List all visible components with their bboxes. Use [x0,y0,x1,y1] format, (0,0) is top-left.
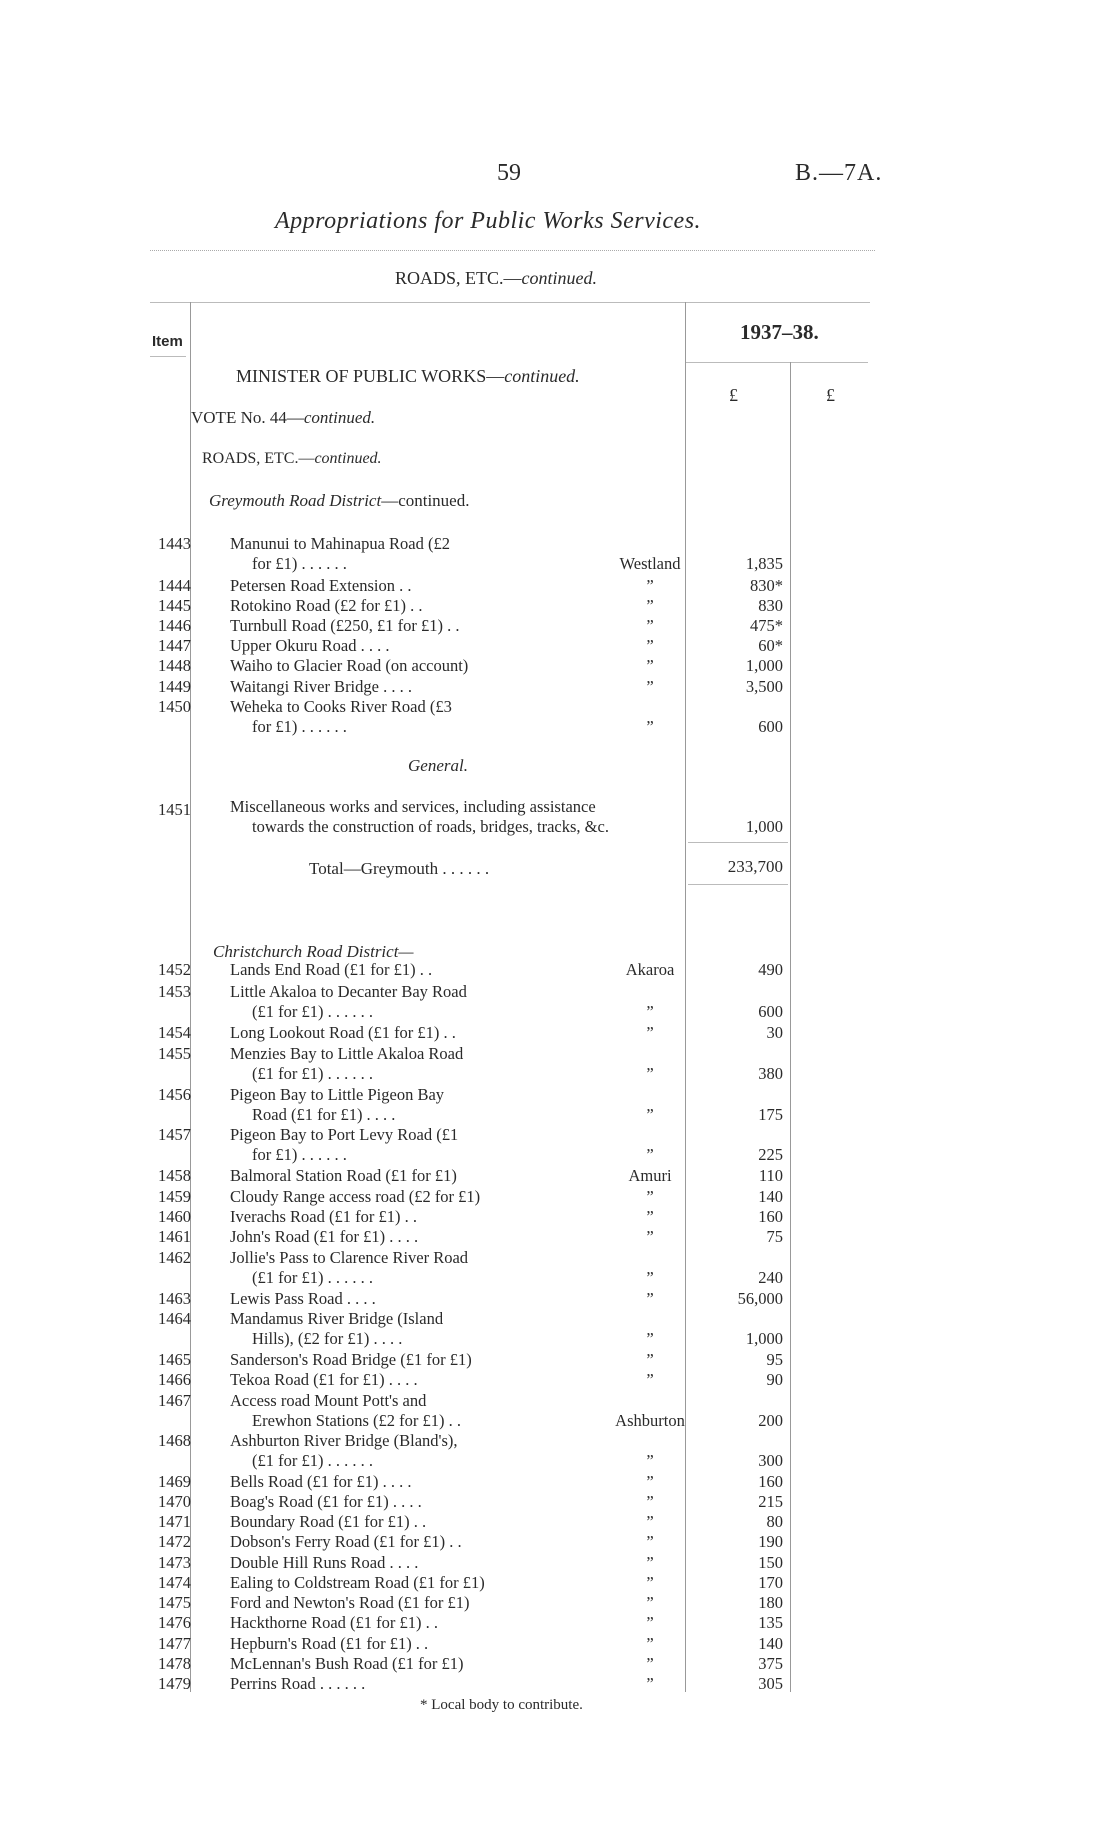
item-number: 1469 [158,1472,191,1491]
greymouth-heading-main: Greymouth Road District [209,491,382,510]
district-name: ” [646,1187,654,1206]
item-description: Menzies Bay to Little Akaloa Road [230,1044,464,1063]
item-number: 1475 [158,1593,191,1612]
item-description: McLennan's Bush Road (£1 for £1) [230,1654,464,1673]
item-description: Jollie's Pass to Clarence River Road [230,1248,469,1267]
roads-heading [202,450,382,468]
item-description: Pigeon Bay to Little Pigeon Bay [230,1085,445,1104]
item-amount: 380 [758,1064,783,1083]
item-description: John's Road (£1 for £1) . . . . [230,1227,419,1246]
item-description-continued: (£1 for £1) . . . . . . [252,1451,373,1470]
item-number: 1443 [158,534,191,553]
general-heading: General. [408,756,468,775]
item-amount: 180 [758,1593,783,1612]
item-description: Perrins Road . . . . . . [230,1674,366,1693]
item-description-continued: for £1) . . . . . . [252,1145,347,1164]
district-name: ” [646,1105,654,1124]
item-description-continued: (£1 for £1) . . . . . . [252,1002,373,1021]
footnote: * Local body to contribute. [420,1697,583,1713]
item-amount: 225 [758,1145,783,1164]
district-name: Westland [619,554,681,573]
item-amount: 190 [758,1532,783,1551]
document-reference: B.—7A. [795,160,883,186]
district-name: ” [646,1613,654,1632]
item-description: Miscellaneous works and services, including assistance [230,797,596,816]
item-amount: 80 [766,1512,783,1531]
district-name: ” [646,1002,654,1021]
item-description: Ashburton River Bridge (Bland's), [230,1431,458,1450]
item-description: Hackthorne Road (£1 for £1) . . [230,1613,439,1632]
total-label: Total—Greymouth . . . . . . [309,859,490,878]
item-description: Upper Okuru Road . . . . [230,636,390,655]
total-amount: 233,700 [727,857,783,876]
district-name: ” [646,1593,654,1612]
item-header-rule [150,356,186,357]
district-name: ” [646,596,654,615]
item-number: 1445 [158,596,191,615]
district-name: ” [646,1350,654,1369]
item-number: 1470 [158,1492,191,1511]
item-number: 1449 [158,677,191,696]
item-number: 1460 [158,1207,191,1226]
item-description: Cloudy Range access road (£2 for £1) [230,1187,481,1206]
item-number: 1476 [158,1613,191,1632]
item-description: Pigeon Bay to Port Levy Road (£1 [230,1125,459,1144]
roads-heading-main: ROADS, ETC.— [202,450,315,467]
item-amount: 160 [758,1207,783,1226]
vote-heading-main: VOTE No. 44— [191,408,304,427]
minister-heading [236,366,580,387]
district-name: Ashburton [615,1411,685,1430]
item-amount: 240 [758,1268,783,1287]
district-name: ” [646,717,654,736]
item-amount: 1,000 [745,1329,783,1348]
item-description: Manunui to Mahinapua Road (£2 [230,534,450,553]
total-bottom-rule [688,884,788,885]
district-name: ” [646,1268,654,1287]
item-number: 1456 [158,1085,191,1104]
district-name: ” [646,1370,654,1389]
district-name: ” [646,1492,654,1511]
item-amount: 140 [758,1634,783,1653]
item-amount: 135 [758,1613,783,1632]
item-description: Mandamus River Bridge (Island [230,1309,444,1328]
item-amount: 305 [758,1674,783,1693]
item-amount: 600 [758,1002,783,1021]
pound-sign-right: £ [826,385,835,405]
item-amount: 375 [758,1654,783,1673]
district-name: ” [646,1207,654,1226]
item-amount: 160 [758,1472,783,1491]
vote-heading [191,408,375,428]
item-number: 1448 [158,656,191,675]
greymouth-district-heading [209,491,469,511]
district-name: ” [646,1553,654,1572]
item-number: 1479 [158,1674,191,1693]
item-number: 1461 [158,1227,191,1246]
item-amount: 95 [766,1350,783,1369]
page-number: 59 [497,160,521,186]
item-description-continued: for £1) . . . . . . [252,554,347,573]
item-description: Tekoa Road (£1 for £1) . . . . [230,1370,418,1389]
item-number: 1450 [158,697,191,716]
item-description: Petersen Road Extension . . [230,576,412,595]
item-amount: 175 [758,1105,783,1124]
item-description: Lands End Road (£1 for £1) . . [230,960,433,979]
total-top-rule [688,842,788,843]
item-amount: 30 [766,1023,783,1042]
greymouth-heading-continued: —continued. [381,491,470,510]
item-number: 1465 [158,1350,191,1369]
item-description: Lewis Pass Road . . . . [230,1289,376,1308]
item-number: 1453 [158,982,191,1001]
item-number: 1474 [158,1573,191,1592]
item-amount: 830* [750,576,783,595]
item-amount: 830 [758,596,783,615]
district-name: ” [646,1023,654,1042]
item-number: 1454 [158,1023,191,1042]
district-name: ” [646,636,654,655]
minister-heading-main: MINISTER OF PUBLIC WORKS— [236,366,505,386]
amount-middle-rule [790,362,791,1692]
district-name: ” [646,1064,654,1083]
minister-heading-continued: continued. [504,366,580,386]
item-amount: 75 [766,1227,783,1246]
item-number: 1444 [158,576,191,595]
subtitle-main: ROADS, ETC.— [395,268,522,288]
item-description: Turnbull Road (£250, £1 for £1) . . [230,616,460,635]
page-title: Appropriations for Public Works Services. [275,208,702,234]
district-name: ” [646,1145,654,1164]
item-number: 1447 [158,636,191,655]
item-amount: 475* [750,616,783,635]
vote-heading-continued: continued. [303,408,376,427]
district-name: ” [646,1573,654,1592]
district-name: ” [646,576,654,595]
item-number: 1463 [158,1289,191,1308]
item-description-continued: Erewhon Stations (£2 for £1) . . [252,1411,461,1430]
item-amount: 150 [758,1553,783,1572]
district-name: ” [646,1329,654,1348]
item-number: 1451 [158,800,191,819]
item-description: Waiho to Glacier Road (on account) [230,656,469,675]
item-number: 1455 [158,1044,191,1063]
district-name: ” [646,1512,654,1531]
item-description: Weheka to Cooks River Road (£3 [230,697,452,716]
item-amount: 1,835 [745,554,783,573]
item-number: 1464 [158,1309,191,1328]
item-description: Waitangi River Bridge . . . . [230,677,412,696]
item-number: 1457 [158,1125,191,1144]
pound-sign-left: £ [729,385,738,405]
item-description: Boundary Road (£1 for £1) . . [230,1512,427,1531]
item-description: Long Lookout Road (£1 for £1) . . [230,1023,456,1042]
item-number: 1477 [158,1634,191,1653]
item-description-continued: for £1) . . . . . . [252,717,347,736]
item-number: 1452 [158,960,191,979]
item-description: Bells Road (£1 for £1) . . . . [230,1472,412,1491]
item-description: Ealing to Coldstream Road (£1 for £1) [230,1573,485,1592]
item-amount: 140 [758,1187,783,1206]
table-top-rule [150,302,870,303]
year-header-rule [685,362,868,363]
item-amount: 56,000 [737,1289,783,1308]
item-column-header: Item [152,333,183,350]
item-amount: 90 [766,1370,783,1389]
item-description: Ford and Newton's Road (£1 for £1) [230,1593,470,1612]
item-description: Access road Mount Pott's and [230,1391,427,1410]
item-amount: 300 [758,1451,783,1470]
christchurch-district-heading: Christchurch Road District— [213,942,414,961]
item-description-continued: (£1 for £1) . . . . . . [252,1268,373,1287]
item-number: 1473 [158,1553,191,1572]
roads-heading-continued: continued. [314,450,382,467]
item-description: Sanderson's Road Bridge (£1 for £1) [230,1350,472,1369]
item-description: Boag's Road (£1 for £1) . . . . [230,1492,422,1511]
item-number: 1466 [158,1370,191,1389]
item-description: Little Akaloa to Decanter Bay Road [230,982,467,1001]
item-amount: 490 [758,960,783,979]
item-number: 1462 [158,1248,191,1267]
item-description: Hepburn's Road (£1 for £1) . . [230,1634,429,1653]
district-name: ” [646,1634,654,1653]
item-amount: 60* [758,636,783,655]
item-description: Double Hill Runs Road . . . . [230,1553,419,1572]
district-name: Akaroa [625,960,675,979]
item-description-continued: Road (£1 for £1) . . . . [252,1105,396,1124]
item-description: Iverachs Road (£1 for £1) . . [230,1207,417,1226]
district-name: ” [646,1654,654,1673]
item-amount: 110 [758,1166,783,1185]
section-subtitle [395,268,597,289]
item-number: 1446 [158,616,191,635]
district-name: ” [646,656,654,675]
district-name: ” [646,1532,654,1551]
item-number: 1472 [158,1532,191,1551]
item-number: 1471 [158,1512,191,1531]
item-description-continued: towards the construction of roads, bridges, tracks, &c. [252,817,609,836]
item-amount: 1,000 [745,817,783,836]
item-description: Rotokino Road (£2 for £1) . . [230,596,423,615]
year-column-header: 1937–38. [740,320,819,344]
item-amount: 1,000 [745,656,783,675]
district-name: ” [646,1472,654,1491]
subtitle-continued: continued. [521,268,597,288]
district-name: ” [646,616,654,635]
district-name: ” [646,1227,654,1246]
item-amount: 3,500 [745,677,783,696]
item-description: Dobson's Ferry Road (£1 for £1) . . [230,1532,462,1551]
item-description-continued: Hills), (£2 for £1) . . . . [252,1329,403,1348]
item-number: 1467 [158,1391,191,1410]
item-description: Balmoral Station Road (£1 for £1) [230,1166,457,1185]
item-amount: 200 [758,1411,783,1430]
district-name: ” [646,1674,654,1693]
item-number: 1468 [158,1431,191,1450]
item-number: 1478 [158,1654,191,1673]
item-amount: 170 [758,1573,783,1592]
district-name: ” [646,677,654,696]
item-number: 1459 [158,1187,191,1206]
district-name: ” [646,1289,654,1308]
district-name: ” [646,1451,654,1470]
item-description-continued: (£1 for £1) . . . . . . [252,1064,373,1083]
item-amount: 215 [758,1492,783,1511]
title-rule [150,250,875,251]
item-number: 1458 [158,1166,191,1185]
item-amount: 600 [758,717,783,736]
district-name: Amuri [628,1166,672,1185]
